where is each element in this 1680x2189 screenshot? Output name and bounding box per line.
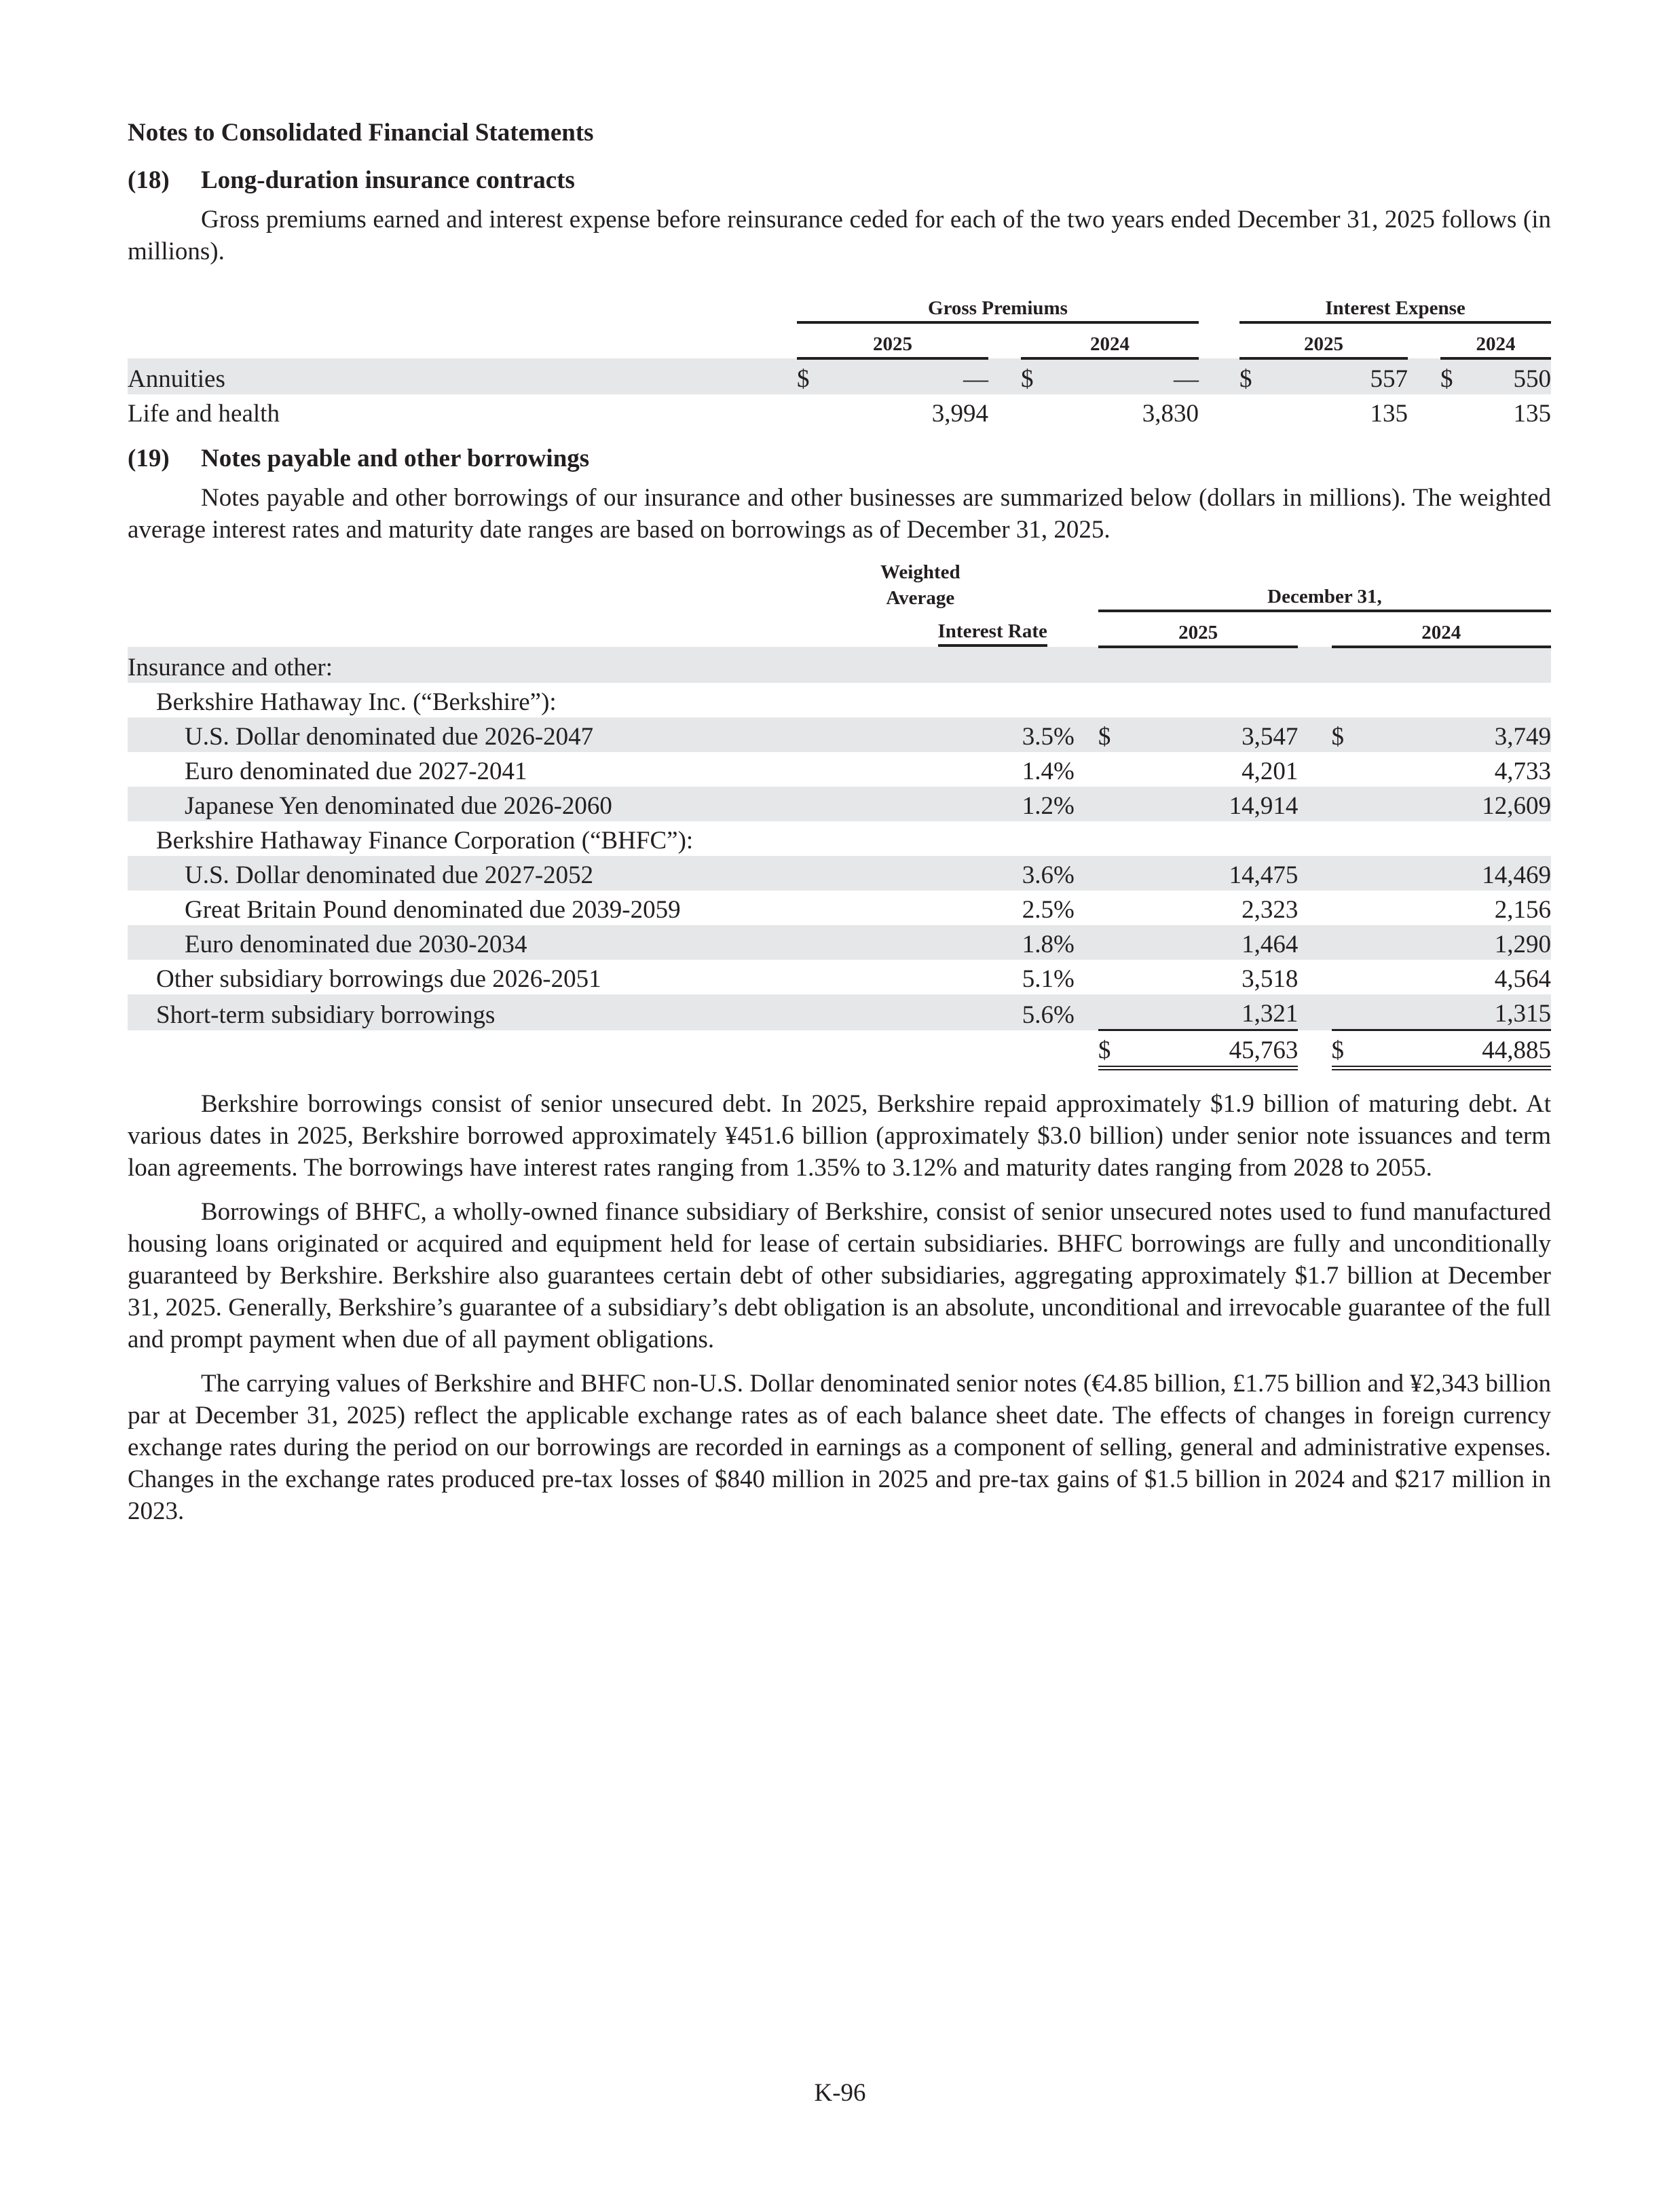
row-label: U.S. Dollar denominated due 2027-2052 <box>128 856 794 891</box>
rate-header-line: Average <box>886 587 955 609</box>
rate-value: 1.4% <box>1022 757 1075 785</box>
value-2024: 1,290 <box>1354 925 1551 960</box>
note-19-number: (19) <box>128 445 170 472</box>
ie-2025-value: 557 <box>1263 358 1408 394</box>
row-label: Japanese Yen denominated due 2026-2060 <box>128 787 794 821</box>
row-label: Short-term subsidiary borrowings <box>128 994 794 1030</box>
table-row <box>128 787 1551 821</box>
table-row <box>128 856 1551 891</box>
value-2025: 3,547 <box>1120 717 1298 752</box>
currency-symbol: $ <box>1239 358 1263 394</box>
section-label: Insurance and other: <box>128 647 1551 683</box>
rate-value: 3.5% <box>794 717 1075 752</box>
note-18-heading <box>128 163 1551 198</box>
currency-symbol: $ <box>1021 358 1044 394</box>
currency-symbol: $ <box>1332 717 1354 752</box>
table-row <box>128 960 1551 994</box>
row-label: Annuities <box>128 358 793 394</box>
value-2024: 1,315 <box>1354 994 1551 1030</box>
ie-2025-header: 2025 <box>1239 322 1408 358</box>
rate-value: 1.8% <box>794 925 1075 960</box>
table-row <box>128 717 1551 752</box>
table-row <box>128 994 1551 1030</box>
table-row <box>128 925 1551 960</box>
page-number: K-96 <box>814 2079 866 2107</box>
rate-value: 3.6% <box>794 856 1075 891</box>
document-page <box>128 115 1551 1539</box>
value-2024: 3,749 <box>1354 717 1551 752</box>
value-2024: 4,733 <box>1494 757 1551 785</box>
rate-value: 5.1% <box>1022 965 1075 993</box>
insurance-contracts-table <box>128 288 1551 429</box>
note-18-paragraph: Gross premiums earned and interest expense before reinsurance ceded for each of the two years ended December 31, 2025 follows (in millions). <box>128 206 1551 265</box>
currency-symbol: $ <box>1098 717 1120 752</box>
table-row <box>128 821 1551 856</box>
value-2024: 4,564 <box>1494 965 1551 993</box>
ie-2024-header: 2024 <box>1440 322 1551 358</box>
note-18-number: (18) <box>128 166 170 194</box>
gp-2024-header: 2024 <box>1021 322 1199 358</box>
year-2024-header: 2024 <box>1332 611 1552 647</box>
value-2025: 14,914 <box>1120 787 1298 821</box>
rate-value: 5.6% <box>794 994 1075 1030</box>
borrowings-paragraph-1: Berkshire borrowings consist of senior unsecured debt. In 2025, Berkshire repaid approximately $1.9 billion of maturing debt. At various dates in 2025, Berkshire borrowed approximately ¥451.6 billion (approximately $3.0 billion) under senior note issuances and term loan agreements. The borrowings have interest rates ranging from 1.35% to 3.12% and maturity dates ranging from 2028 to 2055. <box>128 1090 1551 1182</box>
currency-symbol: $ <box>1440 358 1463 394</box>
rate-value: 1.2% <box>794 787 1075 821</box>
note-18-title: Long-duration insurance contracts <box>201 166 575 194</box>
value-2024: 12,609 <box>1354 787 1551 821</box>
table-row <box>128 358 1551 394</box>
borrowings-table <box>128 559 1551 1070</box>
gross-premiums-header: Gross Premiums <box>797 288 1199 322</box>
rate-header-line: Interest Rate <box>938 618 1047 647</box>
table-row <box>128 891 1551 925</box>
value-2025: 1,321 <box>1120 994 1298 1030</box>
ie-2025-value: 135 <box>1370 400 1408 428</box>
december-31-header: December 31, <box>1098 559 1551 611</box>
borrowings-paragraph-2: Borrowings of BHFC, a wholly-owned finance subsidiary of Berkshire, consist of senior unsecured notes used to fund manufactured housing loans originated or acquired and equipment held for lease of certain subsidiaries. BHFC borrowings are fully and unconditionally guaranteed by Berkshire. Berkshire also guarantees certain debt of other subsidiaries, aggregating approximately $1.7 billion at December 31, 2025. Generally, Berkshire’s guarantee of a subsidiary’s debt obligation is an absolute, unconditional and irrevocable guarantee of the full and prompt payment when due of all payment obligations. <box>128 1198 1551 1353</box>
value-2024: 2,156 <box>1494 896 1551 924</box>
borrowings-paragraph-3: The carrying values of Berkshire and BHFC non-U.S. Dollar denominated senior notes (€4.85 billion, £1.75 billion and ¥2,343 billion par at December 31, 2025) reflect the applicable exchange rates as of each balance sheet date. The effects of changes in foreign currency exchange rates during the period on our borrowings are recorded in earnings as a component of selling, general and administrative expenses. Changes in the exchange rates produced pre-tax losses of $840 million in 2025 and pre-tax gains of $1.5 billion in 2024 and $217 million in 2023. <box>128 1370 1551 1525</box>
gp-2025-header: 2025 <box>797 322 988 358</box>
table-row <box>128 683 1551 717</box>
interest-expense-header: Interest Expense <box>1239 288 1551 322</box>
row-label: Euro denominated due 2030-2034 <box>128 925 794 960</box>
rate-header-line: Weighted <box>880 561 960 583</box>
value-2025: 4,201 <box>1242 757 1299 785</box>
row-label: Life and health <box>128 400 280 428</box>
group-label: Berkshire Hathaway Finance Corporation (“BHFC”): <box>156 827 694 855</box>
gp-2024-value: 3,830 <box>1142 400 1199 428</box>
currency-symbol: $ <box>1098 1030 1120 1068</box>
gp-2025-value: — <box>820 358 988 394</box>
gp-2025-value: 3,994 <box>931 400 988 428</box>
total-2025: 45,763 <box>1120 1030 1298 1068</box>
value-2025: 3,518 <box>1242 965 1299 993</box>
document-title: Notes to Consolidated Financial Statements <box>128 119 594 147</box>
value-2024: 14,469 <box>1354 856 1551 891</box>
row-label: Other subsidiary borrowings due 2026-2051 <box>156 965 601 993</box>
row-label: U.S. Dollar denominated due 2026-2047 <box>128 717 794 752</box>
row-label: Euro denominated due 2027-2041 <box>185 757 527 785</box>
note-19-heading <box>128 441 1551 476</box>
note-19-title: Notes payable and other borrowings <box>201 445 590 472</box>
table-row <box>128 394 1551 429</box>
rate-value: 2.5% <box>1022 896 1075 924</box>
value-2025: 14,475 <box>1120 856 1298 891</box>
ie-2024-value: 550 <box>1463 358 1551 394</box>
gp-2024-value: — <box>1044 358 1199 394</box>
row-label: Great Britain Pound denominated due 2039-2059 <box>185 896 681 924</box>
table-row <box>128 752 1551 787</box>
total-2024: 44,885 <box>1354 1030 1551 1068</box>
value-2025: 1,464 <box>1120 925 1298 960</box>
currency-symbol: $ <box>1332 1030 1354 1068</box>
note-19-paragraph: Notes payable and other borrowings of our insurance and other businesses are summarized below (dollars in millions). The weighted average interest rates and maturity date ranges are based on borrowings as of December 31, 2025. <box>128 484 1551 544</box>
group-label: Berkshire Hathaway Inc. (“Berkshire”): <box>156 688 557 716</box>
value-2025: 2,323 <box>1242 896 1299 924</box>
ie-2024-value: 135 <box>1513 400 1551 428</box>
year-2025-header: 2025 <box>1098 611 1299 647</box>
currency-symbol: $ <box>797 358 820 394</box>
table-row <box>128 647 1551 683</box>
total-row <box>128 1030 1551 1068</box>
